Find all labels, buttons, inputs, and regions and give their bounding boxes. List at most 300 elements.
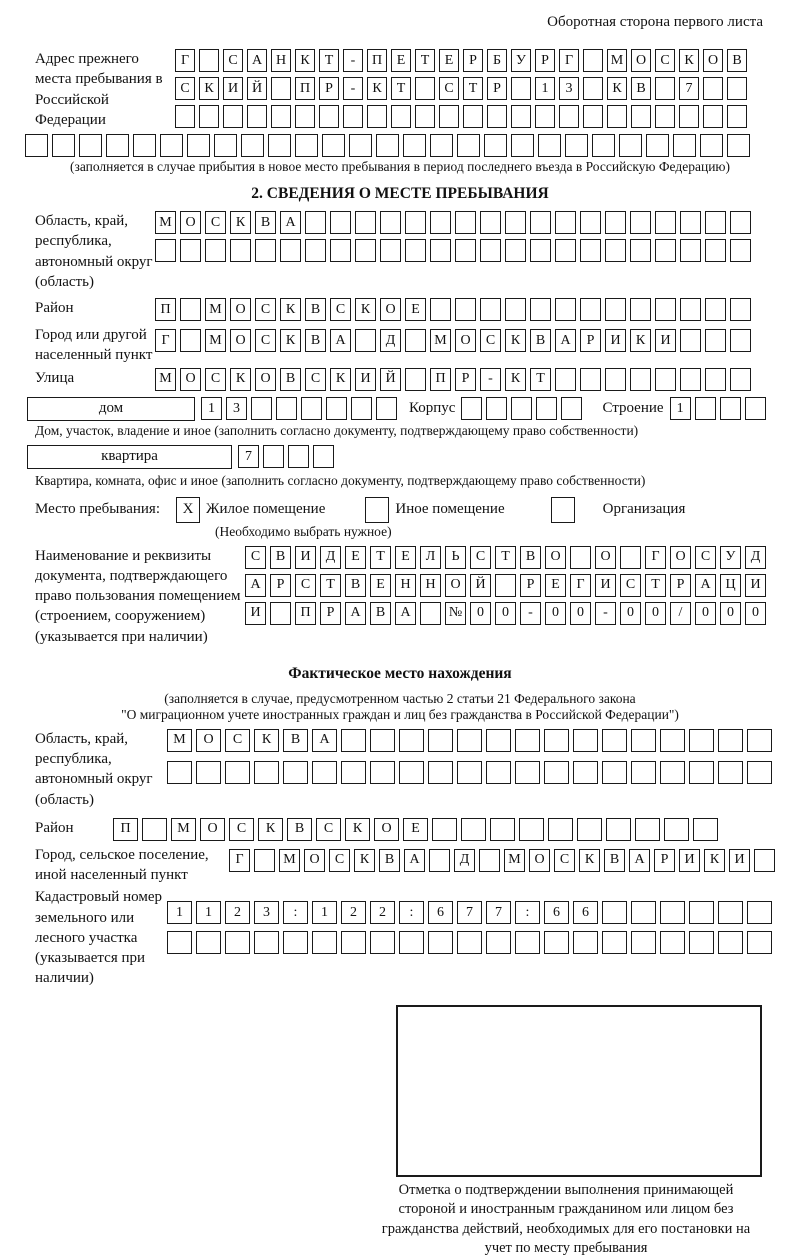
char-cell: Б <box>487 49 507 72</box>
char-cell: Й <box>380 368 401 391</box>
actual-region-row-1 <box>167 729 772 752</box>
char-cell <box>680 329 701 352</box>
char-cell: И <box>355 368 376 391</box>
char-cell: С <box>245 546 266 569</box>
char-cell: И <box>595 574 616 597</box>
char-cell <box>630 239 651 262</box>
char-cell: М <box>155 368 176 391</box>
char-cell <box>480 239 501 262</box>
char-cell: С <box>305 368 326 391</box>
char-cell: Р <box>270 574 291 597</box>
char-cell <box>703 105 723 128</box>
char-cell <box>271 105 291 128</box>
house-number-cells <box>201 397 397 420</box>
char-cell: К <box>330 368 351 391</box>
char-cell <box>330 211 351 234</box>
street-row <box>155 368 751 391</box>
char-cell <box>199 49 219 72</box>
char-cell: 0 <box>545 602 566 625</box>
char-cell <box>583 105 603 128</box>
char-cell <box>268 134 291 157</box>
cadastral-field <box>25 887 775 988</box>
char-cell <box>319 105 339 128</box>
char-cell: К <box>579 849 600 872</box>
char-cell <box>689 931 714 954</box>
char-cell <box>538 134 561 157</box>
char-cell <box>180 329 201 352</box>
char-cell: О <box>670 546 691 569</box>
char-cell: Р <box>520 574 541 597</box>
char-cell <box>167 761 192 784</box>
char-cell: А <box>247 49 267 72</box>
char-cell <box>430 298 451 321</box>
char-cell <box>480 298 501 321</box>
actual-city-label: Город, сельское поселение, иной населенный пункт <box>35 846 209 883</box>
char-cell: Т <box>391 77 411 100</box>
char-cell: А <box>404 849 425 872</box>
region-row-1 <box>155 211 751 234</box>
char-cell: С <box>223 49 243 72</box>
district-field <box>25 298 775 321</box>
char-cell <box>428 761 453 784</box>
char-cell: С <box>620 574 641 597</box>
char-cell <box>230 239 251 262</box>
document-field <box>25 546 775 647</box>
document-row-1 <box>245 546 766 569</box>
char-cell: А <box>245 574 266 597</box>
char-cell <box>727 105 747 128</box>
char-cell <box>555 211 576 234</box>
char-cell: 0 <box>570 602 591 625</box>
char-cell: : <box>399 901 424 924</box>
char-cell <box>745 397 766 420</box>
char-cell <box>535 105 555 128</box>
char-cell: К <box>199 77 219 100</box>
char-cell <box>463 105 483 128</box>
char-cell: 6 <box>544 901 569 924</box>
char-cell <box>555 298 576 321</box>
char-cell: / <box>670 602 691 625</box>
char-cell: С <box>695 546 716 569</box>
prev-address-row-2 <box>175 77 747 100</box>
char-cell: И <box>679 849 700 872</box>
char-cell: В <box>727 49 747 72</box>
char-cell <box>700 134 723 157</box>
house-caption: Дом, участок, владение и иное (заполнить согласно документу, подтверждающему право собственности) <box>35 422 639 438</box>
char-cell: М <box>279 849 300 872</box>
char-cell: С <box>439 77 459 100</box>
char-cell <box>405 239 426 262</box>
prev-address-caption: (заполняется в случае прибытия в новое место пребывания в период последнего въезда в Российскую Федерацию) <box>69 159 731 174</box>
char-cell <box>487 105 507 128</box>
char-cell: С <box>225 729 250 752</box>
char-cell <box>530 298 551 321</box>
stay-type-caption: (Необходимо выбрать нужное) <box>215 523 392 539</box>
char-cell: 1 <box>201 397 222 420</box>
char-cell <box>341 761 366 784</box>
char-cell: 1 <box>670 397 691 420</box>
char-cell: Д <box>380 329 401 352</box>
char-cell <box>133 134 156 157</box>
char-cell <box>343 105 363 128</box>
document-row-3 <box>245 602 766 625</box>
char-cell <box>631 901 656 924</box>
char-cell <box>580 368 601 391</box>
char-cell <box>655 77 675 100</box>
char-cell: 3 <box>559 77 579 100</box>
prev-address-row-1 <box>175 49 747 72</box>
char-cell <box>718 931 743 954</box>
char-cell: О <box>374 818 399 841</box>
actual-region-label: Область, край, республика, автономный округ (область) <box>35 730 153 808</box>
char-cell: Р <box>654 849 675 872</box>
char-cell <box>660 761 685 784</box>
char-cell <box>580 211 601 234</box>
char-cell: К <box>505 329 526 352</box>
option-organization-label: Организация <box>602 501 686 517</box>
char-cell <box>430 211 451 234</box>
char-cell: 2 <box>370 901 395 924</box>
char-cell <box>312 931 337 954</box>
char-cell: К <box>280 298 301 321</box>
char-cell <box>680 298 701 321</box>
section2-title: 2. СВЕДЕНИЯ О МЕСТЕ ПРЕБЫВАНИЯ <box>251 185 549 202</box>
char-cell <box>270 602 291 625</box>
char-cell <box>155 239 176 262</box>
char-cell <box>283 931 308 954</box>
char-cell <box>655 239 676 262</box>
char-cell <box>646 134 669 157</box>
char-cell: К <box>505 368 526 391</box>
char-cell <box>559 105 579 128</box>
char-cell <box>322 134 345 157</box>
char-cell: Р <box>670 574 691 597</box>
char-cell: К <box>704 849 725 872</box>
char-cell: О <box>196 729 221 752</box>
char-cell <box>655 368 676 391</box>
char-cell <box>341 931 366 954</box>
char-cell <box>196 931 221 954</box>
char-cell: 0 <box>495 602 516 625</box>
char-cell <box>355 329 376 352</box>
char-cell: 2 <box>341 901 366 924</box>
char-cell <box>718 729 743 752</box>
char-cell <box>415 105 435 128</box>
char-cell: Р <box>535 49 555 72</box>
char-cell <box>405 211 426 234</box>
char-cell: О <box>180 211 201 234</box>
char-cell <box>370 761 395 784</box>
char-cell <box>607 105 627 128</box>
char-cell <box>602 729 627 752</box>
char-cell: С <box>255 329 276 352</box>
char-cell: К <box>679 49 699 72</box>
char-cell <box>754 849 775 872</box>
char-cell: 7 <box>238 445 259 468</box>
char-cell: М <box>205 298 226 321</box>
char-cell <box>370 729 395 752</box>
char-cell: 0 <box>720 602 741 625</box>
char-cell <box>693 818 718 841</box>
prev-address-field <box>25 49 775 130</box>
char-cell: В <box>305 329 326 352</box>
char-cell: Л <box>420 546 441 569</box>
char-cell <box>544 761 569 784</box>
char-cell <box>530 211 551 234</box>
char-cell: 0 <box>620 602 641 625</box>
char-cell <box>457 761 482 784</box>
char-cell: И <box>655 329 676 352</box>
char-cell <box>730 368 751 391</box>
char-cell <box>380 239 401 262</box>
char-cell: М <box>504 849 525 872</box>
char-cell: Н <box>395 574 416 597</box>
char-cell <box>605 298 626 321</box>
char-cell <box>620 546 641 569</box>
char-cell <box>555 239 576 262</box>
char-cell: С <box>205 211 226 234</box>
char-cell: 1 <box>312 901 337 924</box>
char-cell: О <box>380 298 401 321</box>
char-cell: К <box>230 368 251 391</box>
char-cell <box>583 77 603 100</box>
char-cell <box>680 239 701 262</box>
char-cell <box>420 602 441 625</box>
char-cell <box>505 211 526 234</box>
char-cell: П <box>155 298 176 321</box>
char-cell <box>689 729 714 752</box>
district-label: Район <box>35 300 74 316</box>
char-cell: Д <box>454 849 475 872</box>
char-cell <box>295 134 318 157</box>
actual-location-caption-1: (заполняется в случае, предусмотренном частью 2 статьи 21 Федерального закона <box>164 690 636 706</box>
char-cell <box>484 134 507 157</box>
char-cell: О <box>230 329 251 352</box>
char-cell: А <box>330 329 351 352</box>
char-cell: 0 <box>470 602 491 625</box>
char-cell: Д <box>320 546 341 569</box>
char-cell <box>205 239 226 262</box>
char-cell: № <box>445 602 466 625</box>
char-cell: К <box>367 77 387 100</box>
char-cell <box>747 901 772 924</box>
house-type-box: дом <box>27 397 195 421</box>
stroenie-label: Строение <box>602 400 664 416</box>
char-cell: К <box>254 729 279 752</box>
char-cell <box>79 134 102 157</box>
char-cell: А <box>555 329 576 352</box>
char-cell <box>254 849 275 872</box>
char-cell: Е <box>395 546 416 569</box>
char-cell: Г <box>645 546 666 569</box>
char-cell: Е <box>370 574 391 597</box>
char-cell: П <box>295 602 316 625</box>
char-cell: 7 <box>457 901 482 924</box>
char-cell <box>430 239 451 262</box>
char-cell <box>288 445 309 468</box>
char-cell <box>455 239 476 262</box>
char-cell: 7 <box>486 901 511 924</box>
char-cell <box>548 818 573 841</box>
cadastral-row-1 <box>167 901 772 924</box>
char-cell: М <box>171 818 196 841</box>
prev-address-overflow-row <box>25 134 775 157</box>
char-cell <box>457 729 482 752</box>
region-field <box>25 211 775 292</box>
char-cell <box>631 761 656 784</box>
cadastral-label: Кадастровый номер земельного или лесного участка (указывается при наличии) <box>35 889 162 987</box>
char-cell: О <box>230 298 251 321</box>
char-cell: С <box>330 298 351 321</box>
district-row <box>155 298 751 321</box>
char-cell <box>175 105 195 128</box>
stay-type-label: Место пребывания: <box>35 501 160 517</box>
char-cell <box>461 397 482 420</box>
checkbox-other-premises <box>365 497 389 523</box>
char-cell <box>635 818 660 841</box>
char-cell: Т <box>495 546 516 569</box>
apartment-row <box>25 445 775 469</box>
char-cell <box>505 298 526 321</box>
char-cell <box>680 211 701 234</box>
char-cell <box>199 105 219 128</box>
char-cell <box>142 818 167 841</box>
char-cell <box>355 211 376 234</box>
char-cell <box>580 239 601 262</box>
char-cell <box>602 761 627 784</box>
char-cell <box>196 761 221 784</box>
char-cell: П <box>295 77 315 100</box>
char-cell <box>415 77 435 100</box>
char-cell <box>660 729 685 752</box>
char-cell <box>461 818 486 841</box>
char-cell <box>255 239 276 262</box>
char-cell <box>631 931 656 954</box>
apartment-caption: Квартира, комната, офис и иное (заполнить согласно документу, подтверждающему право собственности) <box>35 472 646 488</box>
char-cell <box>223 105 243 128</box>
char-cell: Т <box>530 368 551 391</box>
char-cell: А <box>345 602 366 625</box>
char-cell <box>619 134 642 157</box>
char-cell <box>718 901 743 924</box>
char-cell <box>326 397 347 420</box>
char-cell <box>664 818 689 841</box>
char-cell <box>530 239 551 262</box>
char-cell: П <box>367 49 387 72</box>
char-cell: В <box>345 574 366 597</box>
char-cell: В <box>270 546 291 569</box>
char-cell: В <box>631 77 651 100</box>
apartment-number-cells <box>238 445 334 468</box>
char-cell: С <box>655 49 675 72</box>
char-cell <box>432 818 457 841</box>
char-cell <box>187 134 210 157</box>
char-cell <box>730 329 751 352</box>
char-cell: И <box>605 329 626 352</box>
char-cell <box>555 368 576 391</box>
actual-city-field <box>25 845 775 886</box>
char-cell <box>515 729 540 752</box>
char-cell <box>655 105 675 128</box>
char-cell: К <box>280 329 301 352</box>
char-cell <box>305 239 326 262</box>
char-cell <box>214 134 237 157</box>
char-cell: А <box>395 602 416 625</box>
char-cell <box>705 211 726 234</box>
char-cell <box>730 211 751 234</box>
char-cell: 3 <box>254 901 279 924</box>
char-cell: Е <box>403 818 428 841</box>
char-cell: А <box>280 211 301 234</box>
actual-city-row <box>229 849 775 872</box>
char-cell: : <box>283 901 308 924</box>
actual-location-title: Фактическое место нахождения <box>288 664 512 682</box>
char-cell <box>703 77 723 100</box>
char-cell <box>180 239 201 262</box>
char-cell <box>403 134 426 157</box>
korpus-label: Корпус <box>409 400 456 416</box>
confirmation-stamp-box <box>396 1005 762 1177</box>
char-cell <box>241 134 264 157</box>
char-cell <box>727 77 747 100</box>
house-row <box>25 397 775 421</box>
char-cell <box>631 105 651 128</box>
char-cell: О <box>595 546 616 569</box>
char-cell <box>605 239 626 262</box>
char-cell <box>52 134 75 157</box>
char-cell: А <box>312 729 337 752</box>
char-cell: П <box>113 818 138 841</box>
char-cell <box>570 546 591 569</box>
char-cell <box>247 105 267 128</box>
char-cell: С <box>255 298 276 321</box>
char-cell <box>592 134 615 157</box>
char-cell: С <box>554 849 575 872</box>
char-cell <box>727 134 750 157</box>
char-cell <box>747 761 772 784</box>
char-cell: Р <box>319 77 339 100</box>
char-cell: О <box>255 368 276 391</box>
char-cell <box>301 397 322 420</box>
char-cell <box>705 298 726 321</box>
char-cell: В <box>287 818 312 841</box>
char-cell <box>630 298 651 321</box>
char-cell <box>536 397 557 420</box>
char-cell <box>561 397 582 420</box>
char-cell <box>455 211 476 234</box>
actual-region-field <box>25 729 775 810</box>
char-cell: П <box>430 368 451 391</box>
char-cell <box>515 931 540 954</box>
char-cell <box>283 761 308 784</box>
char-cell: О <box>455 329 476 352</box>
char-cell <box>355 239 376 262</box>
document-row-2 <box>245 574 766 597</box>
char-cell: М <box>155 211 176 234</box>
char-cell <box>490 818 515 841</box>
char-cell: М <box>167 729 192 752</box>
street-field <box>25 368 775 391</box>
char-cell <box>602 901 627 924</box>
char-cell <box>718 761 743 784</box>
char-cell: Н <box>420 574 441 597</box>
char-cell: Р <box>487 77 507 100</box>
char-cell <box>312 761 337 784</box>
char-cell <box>263 445 284 468</box>
char-cell: У <box>511 49 531 72</box>
char-cell <box>280 239 301 262</box>
char-cell: О <box>180 368 201 391</box>
